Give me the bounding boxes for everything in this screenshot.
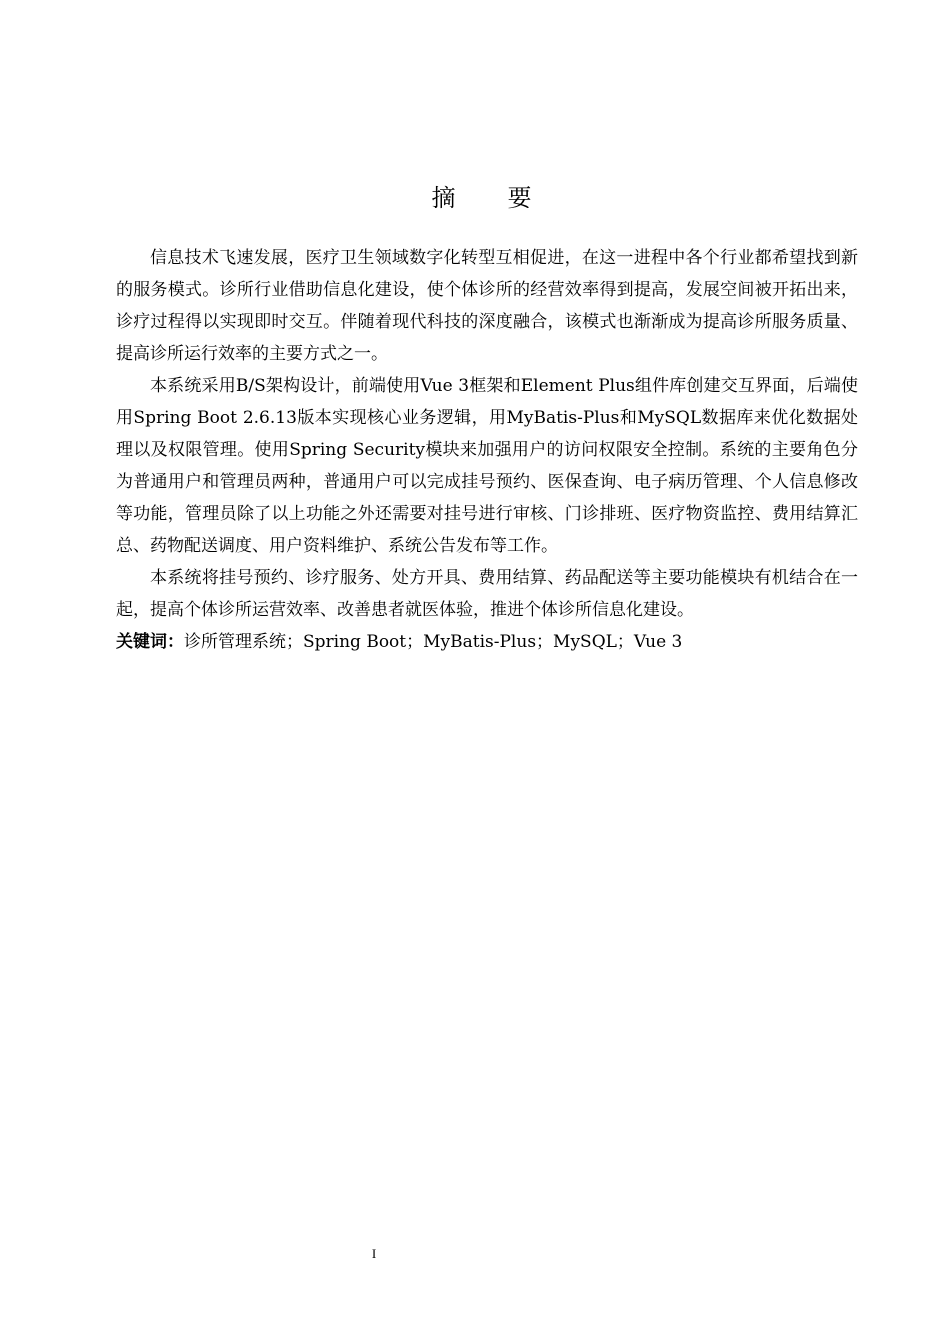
keywords-label: 关键词： <box>116 632 184 652</box>
keywords-line <box>116 626 858 658</box>
page-number: I <box>371 1246 377 1261</box>
abstract-paragraph-1: 信息技术飞速发展，医疗卫生领域数字化转型互相促进，在这一进程中各个行业都希望找到新的服务模式。诊所行业借助信息化建设，使个体诊所的经营效率得到提高，发展空间被开拓出来，诊疗过程得以实现即时交互。伴随着现代科技的深度融合，该模式也渐渐成为提高诊所服务质量、提高诊所运行效率的主要方式之一。 <box>116 248 858 364</box>
abstract-title-char-2: 要 <box>507 184 544 212</box>
abstract-paragraph-2: 本系统采用B/S架构设计，前端使用Vue 3框架和Element Plus组件库创建交互界面，后端使用Spring Boot 2.6.13版本实现核心业务逻辑，用MyBatis-Plus和MySQL数据库来优化数据处理以及权限管理。使用Spring Security模块来加强用户的访问权限安全控制。系统的主要角色分为普通用户和管理员两种，普通用户可以完成挂号预约、医保查询、电子病历管理、个人信息修改等功能，管理员除了以上功能之外还需要对挂号进行审核、门诊排班、医疗物资监控、费用结算汇总、药物配送调度、用户资料维护、系统公告发布等工作。 <box>116 376 858 556</box>
abstract-title <box>0 178 950 213</box>
abstract-title-char-1: 摘 <box>431 184 468 212</box>
keywords-text: 诊所管理系统；Spring Boot；MyBatis-Plus；MySQL；Vue 3 <box>184 632 683 652</box>
abstract-body <box>116 242 858 658</box>
abstract-paragraph-3: 本系统将挂号预约、诊疗服务、处方开具、费用结算、药品配送等主要功能模块有机结合在一起，提高个体诊所运营效率、改善患者就医体验，推进个体诊所信息化建设。 <box>116 568 858 620</box>
